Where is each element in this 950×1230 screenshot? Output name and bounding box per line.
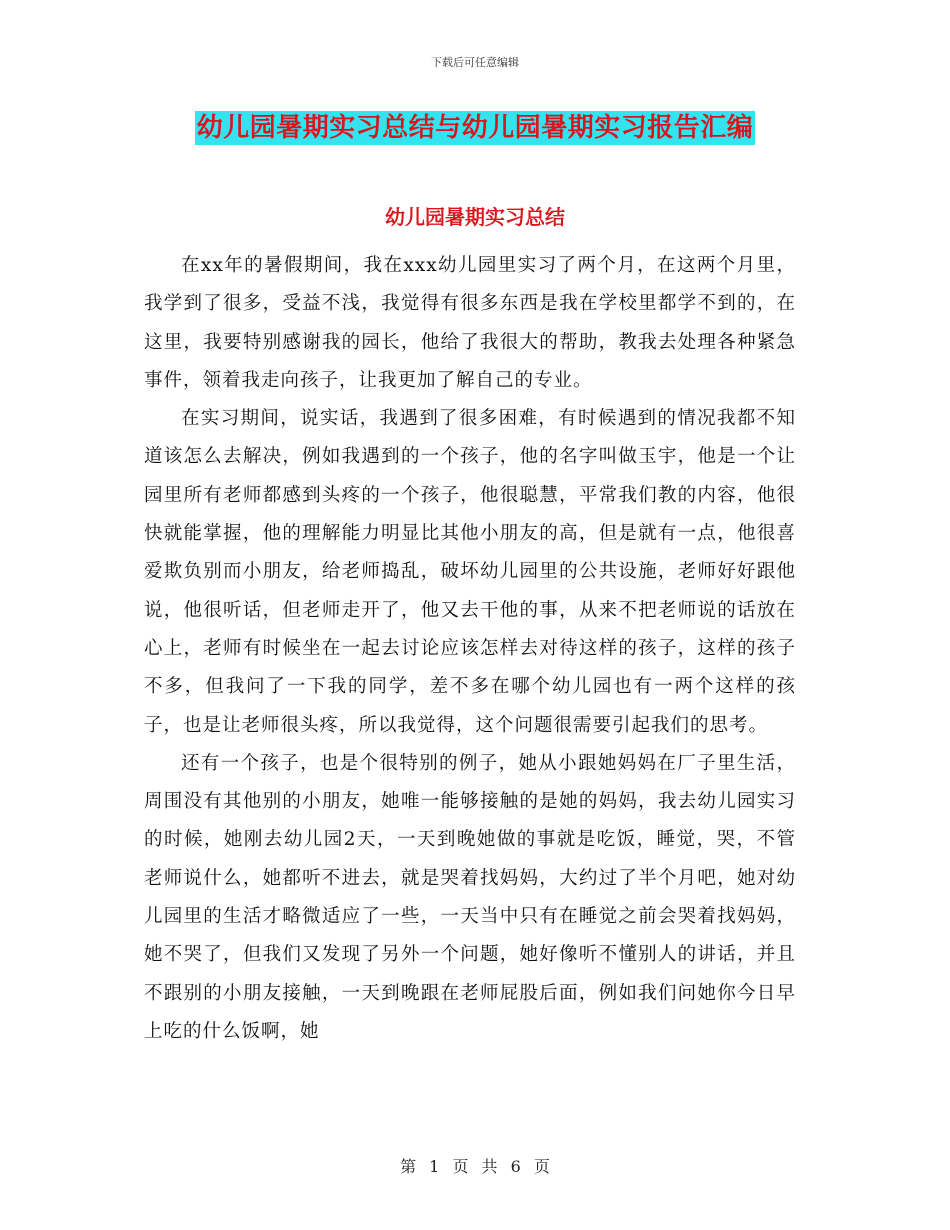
document-title-block (0, 111, 950, 145)
page-header-note: 下载后可任意编辑 (431, 56, 519, 69)
paragraph: 还有一个孩子，也是个很特别的例子，她从小跟她妈妈在厂子里生活，周围没有其他别的小朋友，她唯一能够接触的是她的妈妈，我去幼儿园实习的时候，她刚去幼儿园2天，一天到晚她做的事就是吃饭，睡觉，哭，不管老师说什么，她都听不进去，就是哭着找妈妈，大约过了半个月吧，她对幼儿园里的生活才略微适应了一些，一天当中只有在睡觉之前会哭着找妈妈，她不哭了，但我们又发现了另外一个问题，她好像听不懂别人的讲话，并且不跟别的小朋友接触，一天到晚跟在老师屁股后面，例如我们问她你今日早上吃的什么饭啊，她 (144, 752, 796, 1042)
paragraph: 在实习期间，说实话，我遇到了很多困难，有时候遇到的情况我都不知道该怎么去解决，例如我遇到的一个孩子，他的名字叫做玉宇，他是一个让园里所有老师都感到头疼的一个孩子，他很聪慧，平常我们教的内容，他很快就能掌握，他的理解能力明显比其他小朋友的高，但是就有一点，他很喜爱欺负别而小朋友，给老师捣乱，破坏幼儿园里的公共设施，老师好好跟他说，他很听话，但老师走开了，他又去干他的事，从来不把老师说的话放在心上，老师有时候坐在一起去讨论应该怎样去对待这样的孩子，这样的孩子不多，但我问了一下我的同学，差不多在哪个幼儿园也有一两个这样的孩子，也是让老师很头疼，所以我觉得，这个问题很需要引起我们的思考。 (144, 408, 796, 736)
document-title: 幼儿园暑期实习总结与幼儿园暑期实习报告汇编 (196, 113, 754, 143)
paragraph: 在xx年的暑假期间，我在xxx幼儿园里实习了两个月，在这两个月里，我学到了很多，受益不浅，我觉得有很多东西是我在学校里都学不到的，在这里，我要特别感谢我的园长，他给了我很大的帮助，教我去处理各种紧急事件，领着我走向孩子，让我更加了解自己的专业。 (144, 255, 796, 391)
section-heading: 幼儿园暑期实习总结 (385, 205, 565, 229)
page-number: 第 1 页 共 6 页 (400, 1157, 550, 1176)
body-text (144, 247, 796, 1051)
